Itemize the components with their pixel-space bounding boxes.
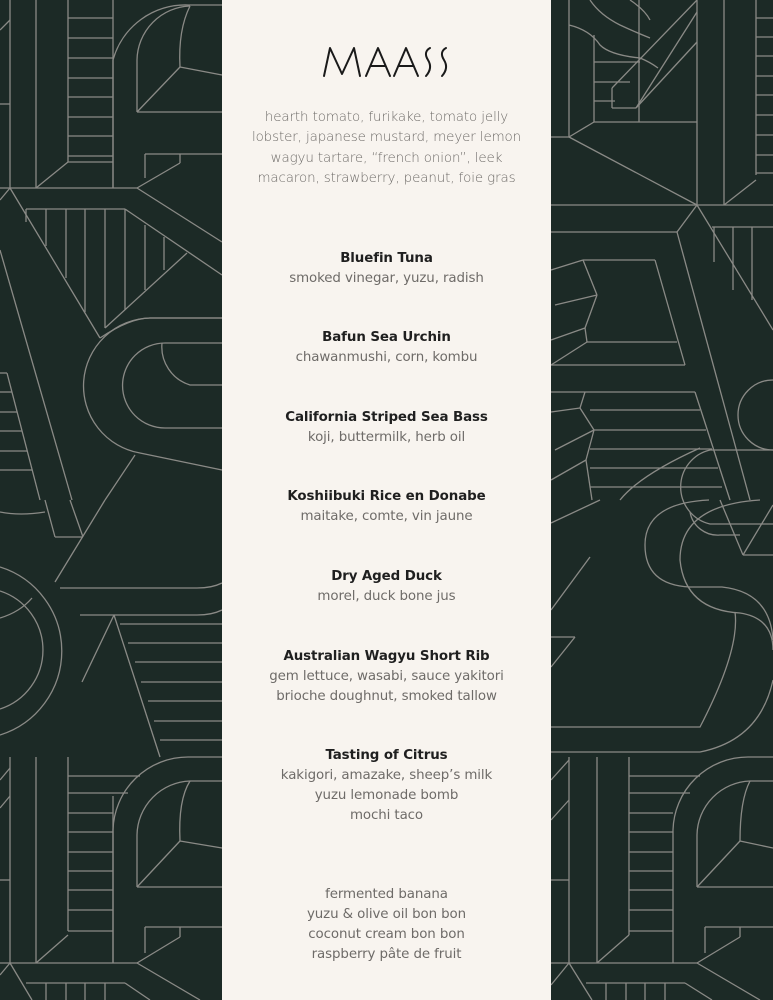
mignardise-item: yuzu & olive oil bon bon xyxy=(306,907,467,922)
mignardise-item: raspberry pâte de fruit xyxy=(311,947,462,962)
course-california-striped-sea-bass xyxy=(222,408,551,448)
course-title: Australian Wagyu Short Rib xyxy=(283,649,490,664)
course-tasting-of-citrus xyxy=(222,746,551,826)
course-title: Dry Aged Duck xyxy=(331,569,442,584)
course-description: gem lettuce, wasabi, sauce yakitori xyxy=(269,669,504,684)
left-pattern-top xyxy=(0,0,222,500)
amuse-line: wagyu tartare, “french onion”, leek xyxy=(270,150,503,166)
amuse-bouche-list xyxy=(222,108,551,189)
course-description: morel, duck bone jus xyxy=(317,589,456,604)
right-pattern-top xyxy=(551,0,773,500)
restaurant-logo xyxy=(222,44,551,80)
course-koshiibuki-rice xyxy=(222,487,551,527)
course-title: Koshiibuki Rice en Donabe xyxy=(287,489,486,504)
course-description: mochi taco xyxy=(349,808,424,823)
course-bluefin-tuna xyxy=(222,249,551,289)
amuse-line: macaron, strawberry, peanut, foie gras xyxy=(257,170,516,186)
course-bafun-sea-urchin xyxy=(222,328,551,368)
mignardise-item: fermented banana xyxy=(325,887,448,902)
course-title: California Striped Sea Bass xyxy=(285,410,488,425)
course-title: Tasting of Citrus xyxy=(325,748,448,763)
mignardises-list xyxy=(222,885,551,965)
left-pattern-bottom xyxy=(0,500,222,1000)
course-wagyu-short-rib xyxy=(222,647,551,707)
course-description: brioche doughnut, smoked tallow xyxy=(276,689,497,704)
course-description: kakigori, amazake, sheep’s milk xyxy=(280,768,493,783)
course-description: yuzu lemonade bomb xyxy=(314,788,459,803)
menu-panel xyxy=(222,0,551,1000)
course-description: chawanmushi, corn, kombu xyxy=(295,350,478,365)
amuse-line: hearth tomato, furikake, tomato jelly xyxy=(264,110,509,125)
amuse-line: lobster, japanese mustard, meyer lemon xyxy=(251,130,522,146)
right-pattern-bottom xyxy=(551,450,773,1000)
course-dry-aged-duck xyxy=(222,567,551,607)
course-description: smoked vinegar, yuzu, radish xyxy=(289,271,484,286)
course-title: Bafun Sea Urchin xyxy=(322,330,451,345)
course-description: maitake, comte, vin jaune xyxy=(300,509,473,524)
course-title: Bluefin Tuna xyxy=(340,251,433,266)
course-description: koji, buttermilk, herb oil xyxy=(307,430,466,445)
mignardise-item: coconut cream bon bon xyxy=(308,927,465,942)
maass-logotype-icon xyxy=(322,44,452,80)
